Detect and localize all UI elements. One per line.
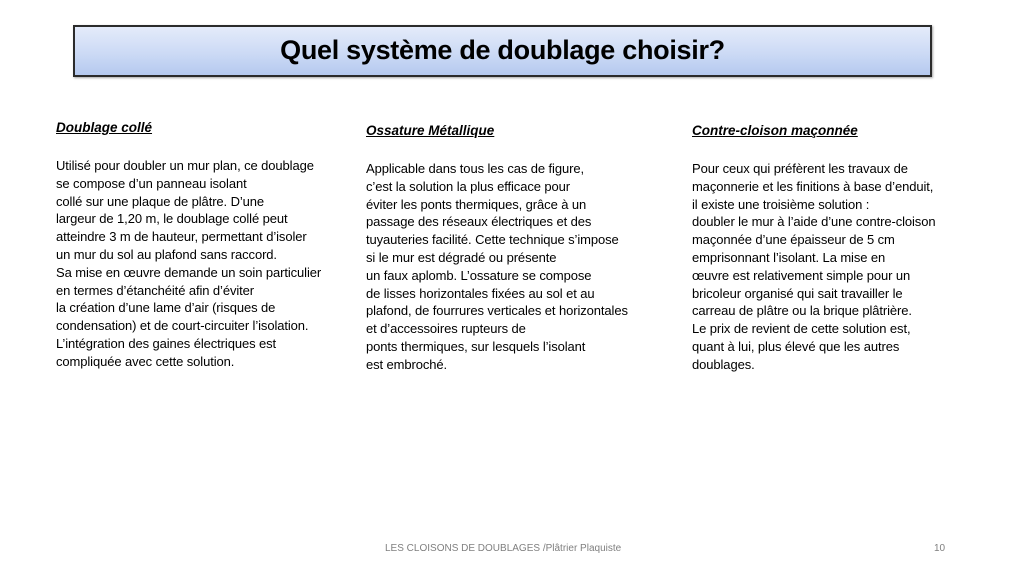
body-line: un faux aplomb. L’ossature se compose [366, 267, 592, 283]
body-line: passage des réseaux électriques et des [366, 214, 592, 230]
body-line: quant à lui, plus élevé que les autres [692, 338, 900, 354]
body-line: éviter les ponts thermiques, grâce à un [366, 196, 587, 212]
body-line: emprisonnant l’isolant. La mise en [692, 249, 886, 265]
body-line: est embroché. [366, 356, 448, 372]
slide-footer: LES CLOISONS DE DOUBLAGES /Plâtrier Plaquiste [385, 543, 622, 554]
body-line: L’intégration des gaines électriques est [56, 335, 277, 351]
body-line: un mur du sol au plafond sans raccord. [56, 246, 277, 262]
column-heading: Doublage collé [56, 120, 153, 135]
body-line: la création d’une lame d’air (risques de [56, 300, 276, 316]
column-contre-cloison-maconnee [692, 122, 992, 374]
body-line: doubler le mur à l’aide d’une contre-cloison [692, 214, 936, 230]
body-line: si le mur est dégradé ou présente [366, 249, 557, 265]
body-line: Pour ceux qui préfèrent les travaux de [692, 161, 908, 176]
body-line: de lisses horizontales fixées au sol et au [366, 285, 595, 301]
body-line: Le prix de revient de cette solution est, [692, 321, 911, 337]
column-doublage-colle [56, 119, 356, 371]
body-line: maçonnerie et les finitions à base d’enduit, [692, 178, 934, 194]
column-body [366, 160, 666, 374]
body-line: Applicable dans tous les cas de figure, [366, 161, 584, 176]
slide-title-box [73, 25, 932, 77]
body-line: ponts thermiques, sur lesquels l’isolant [366, 338, 586, 354]
body-line: condensation) et de court-circuiter l’isolation. [56, 318, 309, 334]
slide-page-number: 10 [934, 543, 946, 554]
column-heading: Ossature Métallique [366, 123, 495, 138]
body-line: c’est la solution la plus efficace pour [366, 178, 570, 194]
body-line: tuyauteries facilité. Cette technique s’impose [366, 232, 619, 248]
body-line: Sa mise en œuvre demande un soin particulier [56, 264, 322, 280]
body-line: collé sur une plaque de plâtre. D’une [56, 193, 265, 209]
column-ossature-metallique [366, 122, 666, 374]
body-line: Utilisé pour doubler un mur plan, ce doublage [56, 158, 314, 173]
body-line: atteindre 3 m de hauteur, permettant d’isoler [56, 229, 307, 245]
body-line: et d’accessoires rupteurs de [366, 321, 526, 337]
column-heading: Contre-cloison maçonnée [692, 123, 858, 138]
body-line: carreau de plâtre ou la brique plâtrière. [692, 303, 912, 319]
slide-title: Quel système de doublage choisir? [280, 34, 725, 65]
body-line: doublages. [692, 356, 755, 372]
body-line: en termes d’étanchéité afin d’éviter [56, 282, 255, 298]
body-line: compliquée avec cette solution. [56, 353, 235, 369]
column-body [56, 157, 356, 371]
column-body [692, 160, 992, 374]
body-line: bricoleur organisé qui sait travailler le [692, 285, 903, 301]
body-line: maçonnée d’une épaisseur de 5 cm [692, 232, 895, 248]
body-line: se compose d’un panneau isolant [56, 175, 247, 191]
body-line: œuvre est relativement simple pour un [692, 267, 911, 283]
body-line: largeur de 1,20 m, le doublage collé peut [56, 211, 288, 227]
body-line: plafond, de fourrures verticales et horizontales [366, 303, 628, 319]
body-line: il existe une troisième solution : [692, 196, 870, 212]
